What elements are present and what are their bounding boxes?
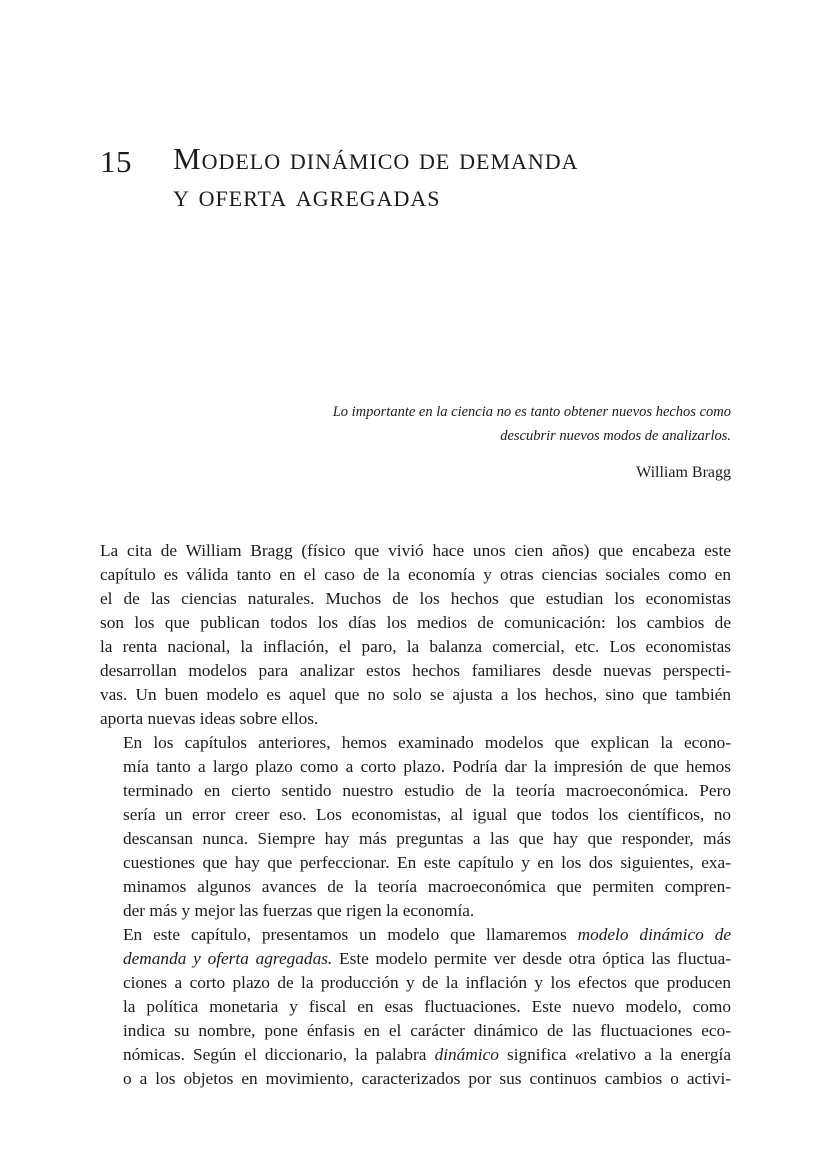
paragraph-line: el de las ciencias naturales. Muchos de los hechos que estudian los economistas <box>100 589 731 608</box>
paragraph-line: der más y mejor las fuerzas que rigen la economía. <box>123 901 475 920</box>
paragraph-2 <box>100 731 731 923</box>
italic-term: dinámico <box>434 1045 499 1064</box>
text-run: En este capítulo, presentamos un modelo que llamaremos <box>123 925 578 944</box>
paragraph-line: mía tanto a largo plazo como a corto plazo. Podría dar la impresión de que hemos <box>123 757 731 776</box>
chapter-title <box>173 140 773 214</box>
epigraph-quote-line-1: Lo importante en la ciencia no es tanto obtener nuevos hechos como <box>332 404 731 420</box>
paragraph-line: la renta nacional, la inflación, el paro, la balanza comercial, etc. Los economistas <box>100 637 731 656</box>
epigraph-quote-line-2: descubrir nuevos modos de analizarlos. <box>500 428 731 444</box>
chapter-title-line-1: Modelo dinámico de demanda <box>173 141 579 176</box>
paragraph-line: vas. Un buen modelo es aquel que no solo se ajusta a los hechos, sino que también <box>100 685 731 704</box>
italic-term: demanda y oferta agregadas. <box>123 949 333 968</box>
paragraph-line: la política monetaria y fiscal en esas fluctuaciones. Este nuevo modelo, como <box>123 997 731 1016</box>
paragraph-line: desarrollan modelos para analizar estos hechos familiares desde nuevas perspecti- <box>100 661 731 680</box>
paragraph-line: cuestiones que hay que perfeccionar. En este capítulo y en los dos siguientes, exa- <box>123 853 731 872</box>
italic-term: modelo dinámico de <box>577 925 731 944</box>
paragraph-line: indica su nombre, pone énfasis en el carácter dinámico de las fluctuaciones eco- <box>123 1021 731 1040</box>
paragraph-line: La cita de William Bragg (físico que vivió hace unos cien años) que encabeza este <box>100 541 731 560</box>
paragraph-line: aporta nuevas ideas sobre ellos. <box>100 709 319 728</box>
paragraph-line <box>100 923 731 947</box>
text-run: nómicas. Según el diccionario, la palabra <box>123 1045 435 1064</box>
paragraph-line: En los capítulos anteriores, hemos examinado modelos que explican la econo- <box>123 733 731 752</box>
paragraph-line: descansan nunca. Siempre hay más preguntas a las que hay que responder, más <box>123 829 731 848</box>
paragraph-line: terminado en cierto sentido nuestro estudio de la teoría macroeconómica. Pero <box>123 781 731 800</box>
text-run: significa «relativo a la energía <box>498 1045 731 1064</box>
paragraph-line <box>100 1043 731 1067</box>
chapter-title-line-2: y oferta agregadas <box>173 178 441 213</box>
text-run: Este modelo permite ver desde otra óptica las fluctua- <box>332 949 731 968</box>
epigraph-author: William Bragg <box>636 464 731 481</box>
paragraph-3 <box>100 923 731 1091</box>
paragraph-1 <box>100 539 731 731</box>
paragraph-line: sería un error creer eso. Los economistas, al igual que todos los científicos, no <box>123 805 731 824</box>
epigraph <box>200 400 731 483</box>
epigraph-quote <box>200 400 731 448</box>
paragraph-line: minamos algunos avances de la teoría macroeconómica que permiten compren- <box>123 877 731 896</box>
body-text <box>100 539 731 1091</box>
paragraph-line: ciones a corto plazo de la producción y de la inflación y los efectos que producen <box>123 973 731 992</box>
paragraph-line <box>100 947 731 971</box>
paragraph-line: son los que publican todos los días los medios de comunicación: los cambios de <box>100 613 731 632</box>
paragraph-line: o a los objetos en movimiento, caracterizados por sus continuos cambios o activi- <box>123 1069 731 1088</box>
paragraph-line: capítulo es válida tanto en el caso de la economía y otras ciencias sociales como en <box>100 565 731 584</box>
chapter-number: 15 <box>100 144 132 179</box>
